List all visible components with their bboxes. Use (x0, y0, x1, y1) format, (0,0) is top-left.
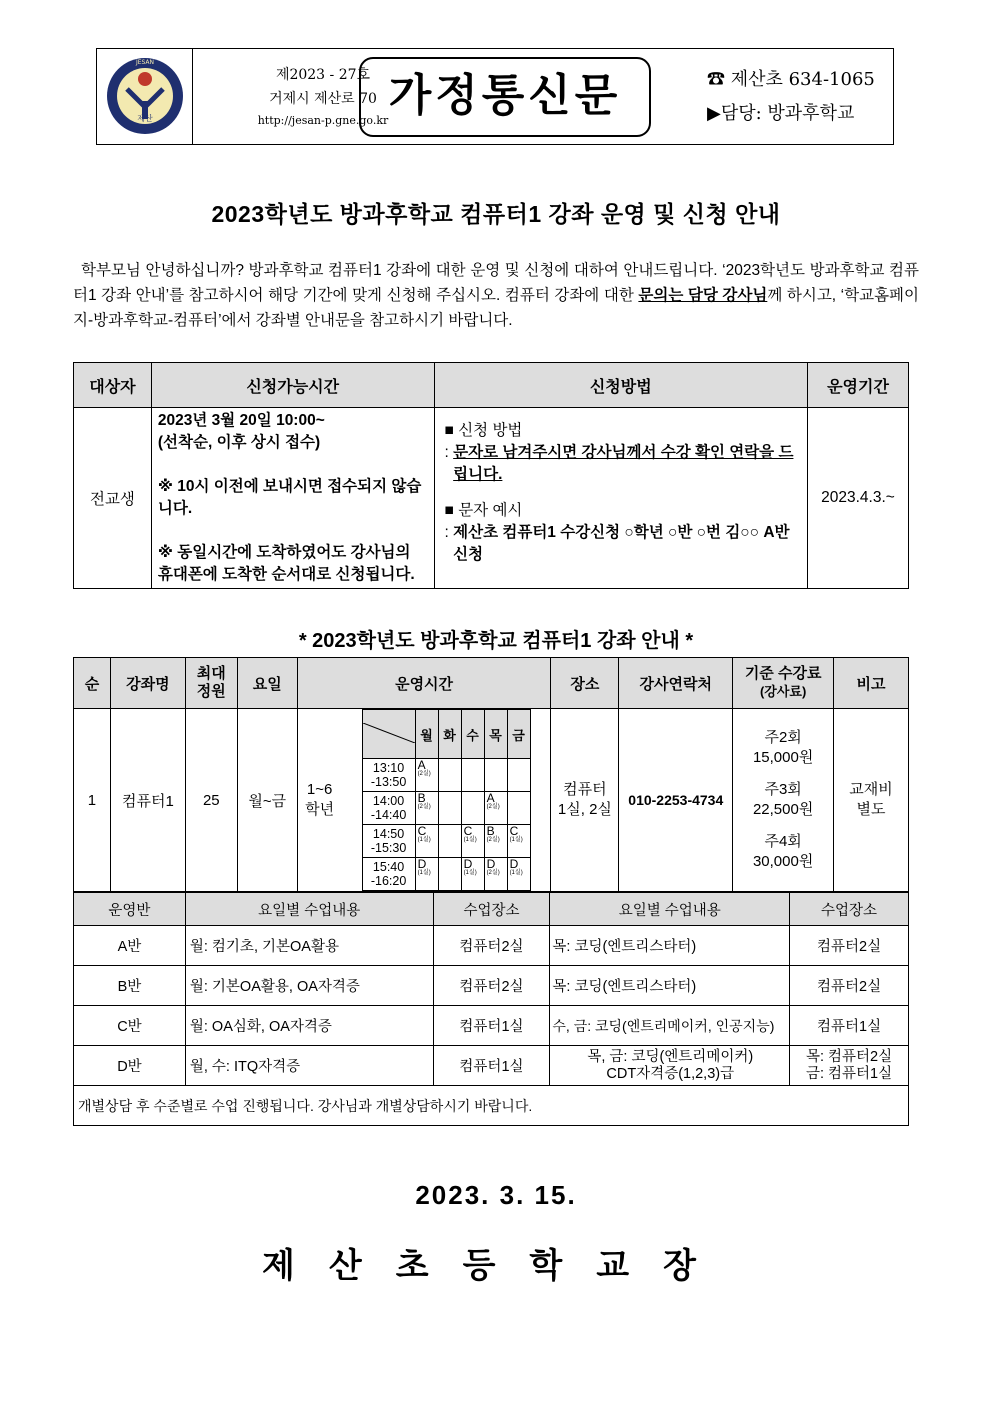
school-logo-cell (97, 49, 193, 144)
table-row: C반 월: OA심화, OA자격증 컴퓨터1실 수, 금: 코딩(엔트리메이커, 인공지능) 컴퓨터1실 (74, 1006, 909, 1046)
header-period: 운영기간 (808, 363, 909, 408)
header-content-2: 요일별 수업내용 (550, 893, 790, 926)
time-slot-4: 15:40 -16:20 (362, 858, 415, 891)
course-days: 월~금 (237, 709, 297, 892)
main-title: 2023학년도 방과후학교 컴퓨터1 강좌 운영 및 신청 안내 (211, 201, 781, 227)
header-contact: 강사연락처 (619, 658, 733, 709)
course-table (73, 657, 909, 904)
class-table-footer: 개별상담 후 수준별로 수업 진행됩니다. 강사님과 개별상담하시기 바랍니다. (74, 1086, 909, 1126)
header-apply-method: 신청방법 (434, 363, 807, 408)
diagonal-line (363, 723, 415, 743)
principal-signature: 제산초등학교장 (262, 1247, 730, 1285)
course-grades: 1~6 학년 (305, 781, 335, 818)
phone-number: ☎ 제산초 634-1065 (707, 69, 875, 90)
slot-1-mon: A (2실) (415, 759, 438, 792)
course-capacity: 25 (185, 709, 237, 892)
slot-2-wed (461, 792, 484, 825)
header-apply-time: 신청가능시간 (151, 363, 434, 408)
slot-4-thu: D (2실) (484, 858, 507, 891)
target-cell: 전교생 (74, 408, 152, 589)
course-no: 1 (74, 709, 111, 892)
header-course-name: 강좌명 (110, 658, 185, 709)
method-text: 문자로 남겨주시면 강사님께서 수강 확인 연락을 드립니다. (453, 444, 794, 483)
day-wed: 수 (461, 710, 484, 759)
time-slot-3: 14:50 -15:30 (362, 825, 415, 858)
day-thu: 목 (484, 710, 507, 759)
slot-4-fri: D (1실) (507, 858, 530, 891)
slot-2-mon: B (2실) (415, 792, 438, 825)
slot-1-fri (507, 759, 530, 792)
header-room-1: 수업장소 (433, 893, 550, 926)
contact-info (707, 49, 895, 144)
apply-method-cell: ■ 신청 방법 : 문자로 남겨주시면 강사님께서 수강 확인 연락을 드립니다. ■ 문자 예시 : 제산초 컴퓨터1 수강신청 ○학년 ○반 ○번 김○○ A반 신청 (434, 408, 807, 589)
svg-text:JESAN: JESAN (135, 59, 155, 66)
newsletter-header (96, 48, 894, 145)
application-table (73, 362, 909, 589)
table-row: A반 월: 컴기초, 기본OA활용 컴퓨터2실 목: 코딩(엔트리스타터) 컴퓨터2실 (74, 926, 909, 966)
time-slot-2: 14:00 -14:40 (362, 792, 415, 825)
header-schedule: 운영시간 (297, 658, 551, 709)
school-url[interactable]: http://jesan-p.gne.go.kr (257, 114, 389, 127)
slot-3-wed: C (1실) (461, 825, 484, 858)
course-contact: 010-2253-4734 (619, 709, 733, 892)
intro-text-1: 학부모님 안녕하십니까? 방과후학교 컴퓨터1 강좌에 대한 운영 및 신청에 대하여 안내드립니다. ‘2023학년도 방과후학교 컴퓨터1 강좌 안내’를 참고하시어 해당 기간에 맞게 신청해 주십시오. 컴퓨터 강좌에 대한 (73, 262, 919, 304)
slot-4-mon: D (1실) (415, 858, 438, 891)
header-class: 운영반 (74, 893, 186, 926)
table-row: D반 월, 수: ITQ자격증 컴퓨터1실 목, 금: 코딩(엔트리메이커) CDT자격증(1,2,3)급 목: 컴퓨터2실 금: 컴퓨터1실 (74, 1046, 909, 1086)
intro-paragraph (73, 258, 919, 333)
slot-3-thu: B (2실) (484, 825, 507, 858)
apply-time-sub: (선착순, 이후 상시 접수) (157, 434, 321, 451)
slot-3-fri: C (1실) (507, 825, 530, 858)
method-label: ■ 신청 방법 (444, 422, 523, 439)
header-no: 순 (74, 658, 111, 709)
apply-time-main: 2023년 3월 20일 10:00~ (157, 412, 325, 429)
intro-text-2: 께 하시고, ‘학교홈페이지-방과후학교-컴퓨터’에서 강좌별 안내문을 참고하시기 바랍니다. (73, 287, 919, 329)
slot-1-wed (461, 759, 484, 792)
course-section-title: * 2023학년도 방과후학교 컴퓨터1 강좌 안내 * (298, 630, 694, 652)
period-cell: 2023.4.3.~ (808, 408, 909, 589)
header-note: 비고 (834, 658, 909, 709)
manager: ▶담당: 방과후학교 (707, 103, 855, 124)
apply-note-2: ※ 동일시간에 도착하였어도 강사님의 휴대폰에 도착한 순서대로 신청됩니다. (157, 544, 415, 583)
slot-1-tue (438, 759, 461, 792)
slot-3-tue (438, 825, 461, 858)
slot-4-wed: D (1실) (461, 858, 484, 891)
svg-text:제산: 제산 (137, 114, 153, 123)
class-content-table (73, 892, 909, 1126)
slot-3-mon: C (1실) (415, 825, 438, 858)
issue-number: 제2023 - 27호 (275, 67, 371, 83)
table-row: B반 월: 기본OA활용, OA자격증 컴퓨터2실 목: 코딩(엔트리스타터) 컴퓨터2실 (74, 966, 909, 1006)
header-capacity: 최대 정원 (185, 658, 237, 709)
school-address: 거제시 제산로 70 (269, 91, 377, 107)
slot-2-fri (507, 792, 530, 825)
course-schedule-cell (297, 709, 551, 892)
slot-2-thu: A (2실) (484, 792, 507, 825)
day-mon: 월 (415, 710, 438, 759)
header-target: 대상자 (74, 363, 152, 408)
course-name: 컴퓨터1 (110, 709, 185, 892)
header-fee: 기준 수강료 (강사료) (733, 658, 834, 709)
apply-time-cell (151, 408, 434, 589)
issue-date: 2023. 3. 15. (415, 1180, 577, 1210)
course-note: 교재비 별도 (834, 709, 909, 892)
schedule-grid (362, 709, 531, 891)
header-room-2: 수업장소 (790, 893, 909, 926)
newsletter-title: 가정통신문 (359, 57, 651, 137)
header-days: 요일 (237, 658, 297, 709)
school-logo (97, 49, 193, 144)
schedule-corner (362, 710, 415, 759)
header-place: 장소 (551, 658, 619, 709)
apply-note-1: ※ 10시 이전에 보내시면 접수되지 않습니다. (157, 478, 422, 517)
day-fri: 금 (507, 710, 530, 759)
header-content-1: 요일별 수업내용 (185, 893, 433, 926)
course-fee: 주2회 15,000원 주3회 22,500원 주4회 30,000원 (733, 709, 834, 892)
slot-2-tue (438, 792, 461, 825)
day-tue: 화 (438, 710, 461, 759)
time-slot-1: 13:10 -13:50 (362, 759, 415, 792)
example-text: 제산초 컴퓨터1 수강신청 ○학년 ○반 ○번 김○○ A반 신청 (453, 524, 790, 563)
slot-4-tue (438, 858, 461, 891)
course-place: 컴퓨터 1실, 2실 (551, 709, 619, 892)
intro-emphasis: 문의는 담당 강사님 (638, 287, 768, 304)
example-label: ■ 문자 예시 (444, 502, 523, 519)
slot-1-thu (484, 759, 507, 792)
